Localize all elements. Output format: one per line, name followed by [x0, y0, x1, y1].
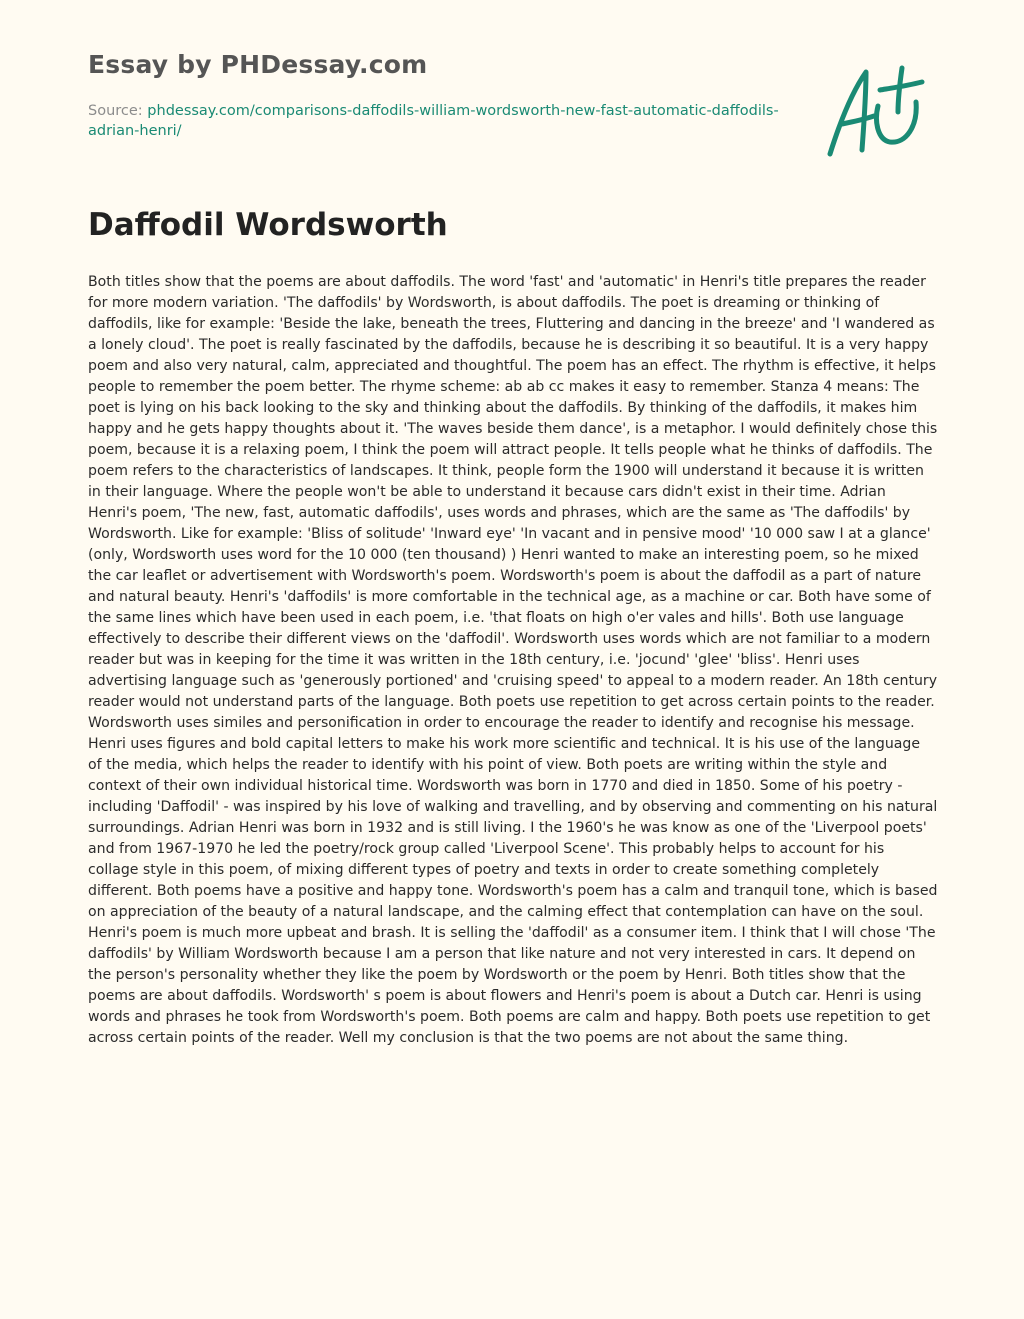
a-plus-logo-icon	[822, 62, 932, 162]
essay-body: Both titles show that the poems are about daffodils. The word 'fast' and 'automatic' in Henri's title prepares the reader for more modern variation. 'The daffodils' by Wordsworth, is about daffodils. The poet is dreaming or thinking of daffodils, like for example: 'Beside the lake, beneath the trees, Fluttering and dancing in the breeze' and 'I wandered as a lonely cloud'. The poet is really fascinated by the daffodils, because he is describing it so beautiful. It is a very happy poem and also very natural, calm, appreciated and thoughtful. The poem has an effect. The rhythm is effective, it helps people to remember the poem better. The rhyme scheme: ab ab cc makes it easy to remember. Stanza 4 means: The poet is lying on his back looking to the sky and thinking about the daffodils. By thinking of the daffodils, it makes him happy and he gets happy thoughts about it. 'The waves beside them dance', is a metaphor. I would definitely chose this poem, because it is a relaxing poem, I think the poem will attract people. It tells people what he thinks of daffodils. The poem refers to the characteristics of landscapes. It think, people form the 1900 will understand it because it is written in their language. Where the people won't be able to understand it because cars didn't exist in their time. Adrian Henri's poem, 'The new, fast, automatic daffodils', uses words and phrases, which are the same as 'The daffodils' by Wordsworth. Like for example: 'Bliss of solitude' 'Inward eye' 'In vacant and in pensive mood' '10 000 saw I at a glance' (only, Wordsworth uses word for the 10 000 (ten thousand) ) Henri wanted to make an interesting poem, so he mixed the car leaflet or advertisement with Wordsworth's poem. Wordsworth's poem is about the daffodil as a part of nature and natural beauty. Henri's 'daffodils' is more comfortable in the technical age, as a machine or car. Both have some of the same lines which have been used in each poem, i.e. 'that floats on high o'er vales and hills'. Both use language effectively to describe their different views on the 'daffodil'. Wordsworth uses words which are not familiar to a modern reader but was in keeping for the time it was written in the 18th century, i.e. 'jocund' 'glee' 'bliss'. Henri uses advertising language such as 'generously portioned' and 'cruising speed' to appeal to a modern reader. An 18th century reader would not understand parts of the language. Both poets use repetition to get across certain points to the reader. Wordsworth uses similes and personification in order to encourage the reader to identify and recognise his message. Henri uses figures and bold capital letters to make his work more scientific and technical. It is his use of the language of the media, which helps the reader to identify with his point of view. Both poets are writing within the style and context of their own individual historical time. Wordsworth was born in 1770 and died in 1850. Some of his poetry - including 'Daffodil' - was inspired by his love of walking and travelling, and by observing and commenting on his natural surroundings. Adrian Henri was born in 1932 and is still living. I the 1960's he was know as one of the 'Liverpool poets' and from 1967-1970 he led the poetry/rock group called 'Liverpool Scene'. This probably helps to account for his collage style in this poem, of mixing different types of poetry and texts in order to create something completely different. Both poems have a positive and happy tone. Wordsworth's poem has a calm and tranquil tone, which is based on appreciation of the beauty of a natural landscape, and the calming effect that contemplation can have on the soul. Henri's poem is much more upbeat and brash. It is selling the 'daffodil' as a consumer item. I think that I will chose 'The daffodils' by William Wordsworth because I am a person that like nature and not very interested in cars. It depend on the person's personality whether they like the poem by Wordsworth or the poem by Henri. Both titles show that the poems are about daffodils. Wordsworth' s poem is about flowers and Henri's poem is about a Dutch car. Henri is using words and phrases he took from Wordsworth's poem. Both poems are calm and happy. Both poets use repetition to get across certain points of the reader. Well my conclusion is that the two poems are not about the same thing.	[88, 274, 938, 1046]
essay-title: Daffodil Wordsworth	[88, 207, 448, 243]
site-title: Essay by PHDessay.com	[88, 50, 428, 79]
source-line	[88, 101, 788, 141]
source-link[interactable]: phdessay.com/comparisons-daffodils-william-wordsworth-new-fast-automatic-daffodils-adrian-henri/	[88, 103, 779, 139]
source-label: Source:	[88, 103, 148, 119]
